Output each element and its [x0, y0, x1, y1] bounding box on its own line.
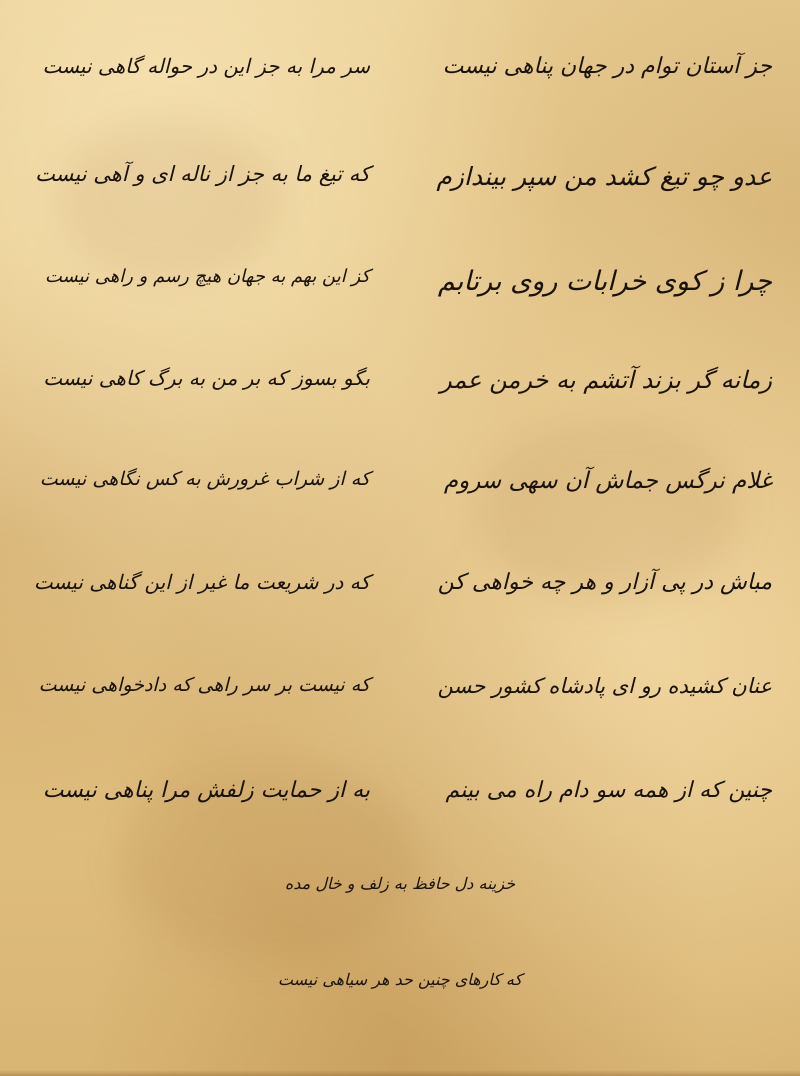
- final-couplet-first-hemistich: خزینه دل حافظ به زلف و خال مده: [284, 874, 516, 893]
- couplet-8-second-hemistich: به از حمایت زلفش مرا پناهی نیست: [42, 778, 370, 803]
- final-couplet-second-hemistich: که کارهای چنین حد هر سیاهی نیست: [277, 970, 523, 989]
- couplet-2-first-hemistich: عدو چو تیغ کشد من سپر بیندازم: [436, 162, 772, 191]
- couplet-6-second-hemistich: که در شریعت ما غیر از این گناهی نیست: [33, 570, 370, 594]
- couplet-6-first-hemistich: مباش در پی آزار و هر چه خواهی کن: [437, 570, 772, 595]
- couplet-7-first-hemistich: عنان کشیده رو ای پادشاه کشور حسن: [437, 674, 772, 698]
- couplet-5-first-hemistich: غلام نرگس جماش آن سهی سروم: [443, 468, 772, 494]
- paper-stain: [60, 120, 280, 280]
- couplet-5-second-hemistich: که از شراب غرورش به کس نگاهی نیست: [39, 468, 370, 490]
- couplet-4-second-hemistich: بگو بسوز که بر من به برگ کاهی نیست: [43, 366, 370, 390]
- couplet-8-first-hemistich: چنین که از همه سو دام راه می بینم: [445, 778, 772, 803]
- page-bottom-edge: [0, 1070, 800, 1076]
- couplet-3-first-hemistich: چرا ز کوی خرابات روی برتابم: [437, 266, 772, 297]
- couplet-1-first-hemistich: جز آستان توام در جهان پناهی نیست: [442, 54, 772, 79]
- couplet-7-second-hemistich: که نیست بر سر راهی که دادخواهی نیست: [38, 674, 370, 696]
- couplet-4-first-hemistich: زمانه گر بزند آتشم به خرمن عمر: [440, 366, 772, 394]
- couplet-3-second-hemistich: کز این بهم به جهان هیچ رسم و راهی نیست: [44, 266, 370, 287]
- couplet-2-second-hemistich: که تیغ ما به جز از ناله ای و آهی نیست: [35, 162, 370, 186]
- couplet-1-second-hemistich: سر مرا به جز این در حواله گاهی نیست: [42, 54, 370, 78]
